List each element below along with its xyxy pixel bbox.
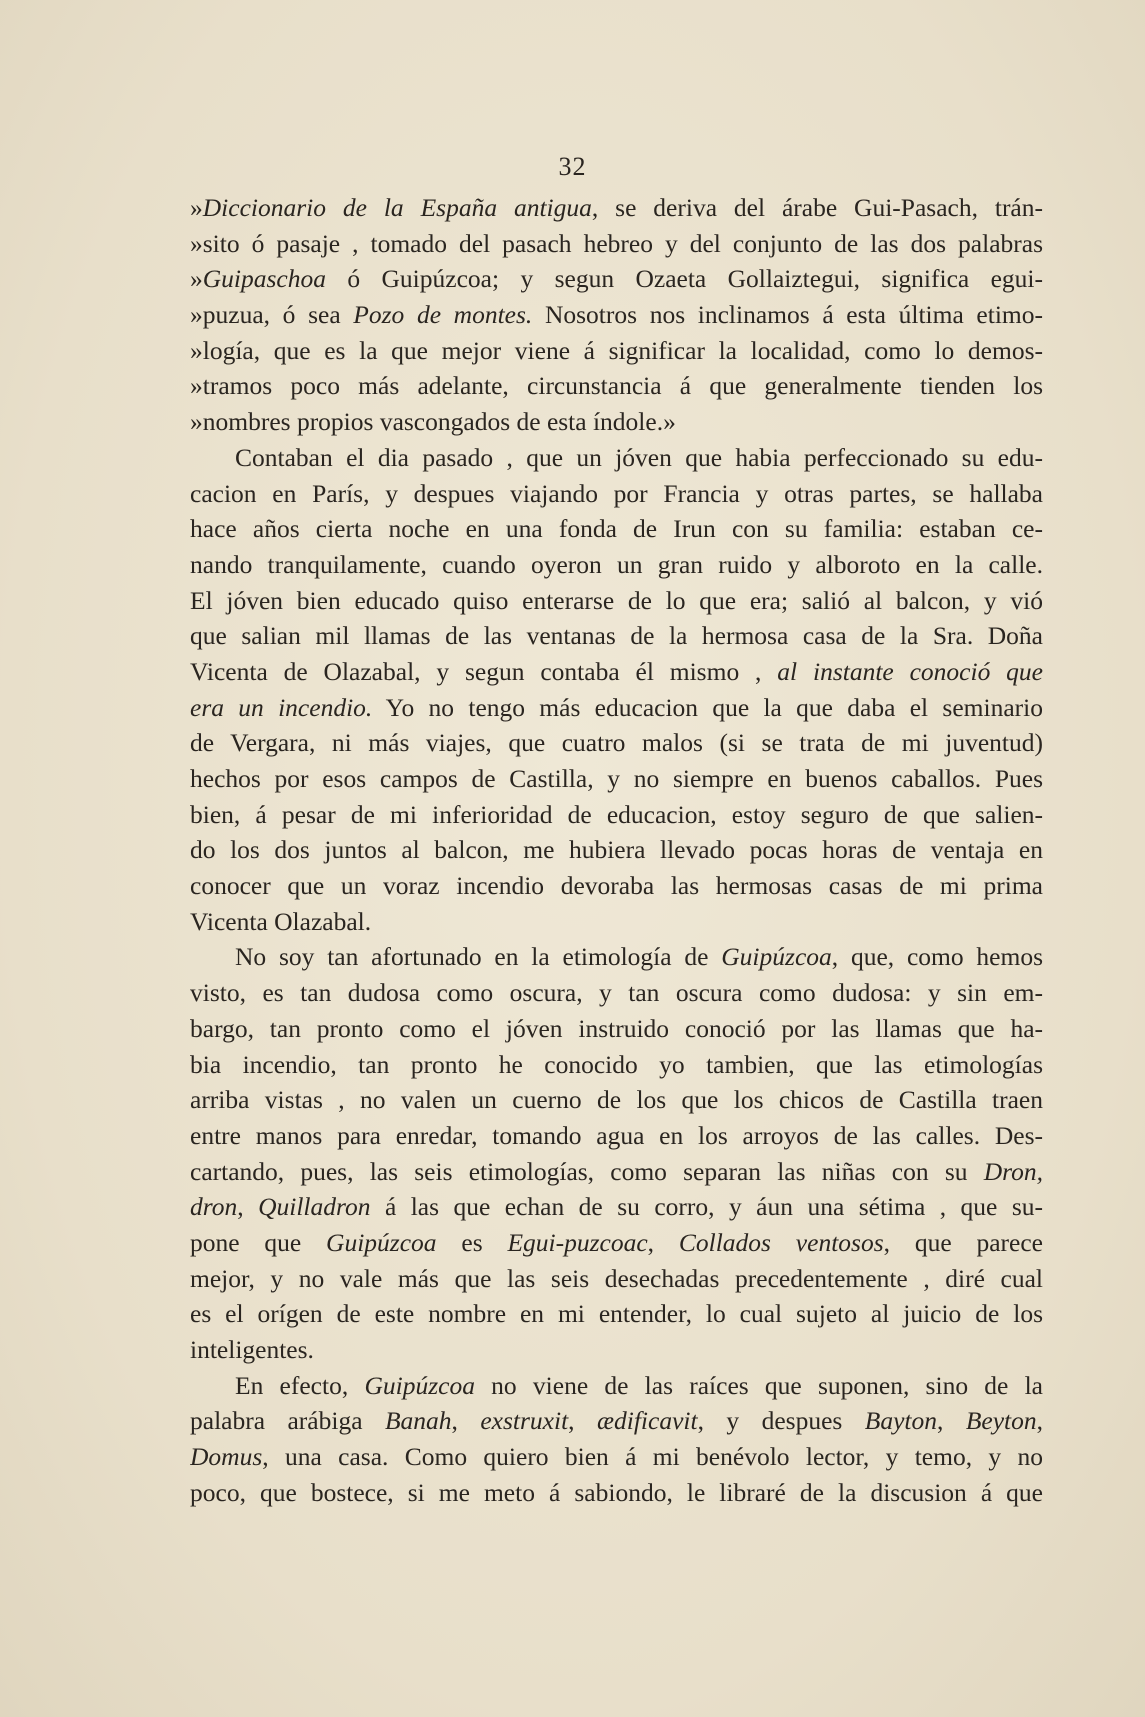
text-segment: , una casa. Como quiero bien á mi benévolo lector, y temo, y no bbox=[262, 1442, 1043, 1472]
text-segment: de Vergara, ni más viajes, que cuatro malos (si se trata de mi juventud) bbox=[190, 728, 1043, 758]
text-segment: no viene de las raíces que suponen, sino de la bbox=[474, 1370, 1043, 1400]
text-segment: que salian mil llamas de las ventanas de la hermosa casa de la Sra. Doña bbox=[190, 621, 1043, 651]
text-segment: bia incendio, tan pronto he conocido yo tambien, que las etimologías bbox=[190, 1049, 1043, 1079]
text-line bbox=[190, 975, 1043, 1011]
text-segment: »sito ó pasaje , tomado del pasach hebreo y del conjunto de las dos palabras bbox=[190, 228, 1043, 258]
text-segment: conocer que un voraz incendio devoraba las hermosas casas de mi prima bbox=[190, 871, 1043, 901]
italic-text: Guipaschoa bbox=[202, 264, 326, 294]
italic-text: era un incendio. bbox=[190, 692, 373, 722]
text-line bbox=[190, 1403, 1043, 1439]
text-line bbox=[190, 333, 1043, 369]
text-segment: »logía, que es la que mejor viene á significar la localidad, como lo demos- bbox=[190, 335, 1043, 365]
text-line bbox=[190, 297, 1043, 333]
italic-text: Egui-puzcoac bbox=[507, 1227, 648, 1257]
text-segment: visto, es tan dudosa como oscura, y tan oscura como dudosa: y sin em- bbox=[190, 978, 1043, 1008]
text-segment: No soy tan afortunado en la etimología de bbox=[235, 942, 722, 972]
text-segment: nando tranquilamente, cuando oyeron un gran ruido y alboroto en la calle. bbox=[190, 549, 1043, 579]
text-segment: Vicenta Olazabal. bbox=[190, 906, 372, 936]
italic-text: Collados ventosos bbox=[678, 1227, 884, 1257]
text-line bbox=[190, 476, 1043, 512]
text-segment: Yo no tengo más educacion que la que daba el seminario bbox=[372, 692, 1043, 722]
text-line bbox=[190, 511, 1043, 547]
text-segment: , y despues bbox=[697, 1406, 865, 1436]
text-line bbox=[190, 1154, 1043, 1190]
text-line bbox=[190, 904, 1043, 940]
text-line bbox=[190, 690, 1043, 726]
text-segment: es el orígen de este nombre en mi entender, lo cual sujeto al juicio de los bbox=[190, 1299, 1043, 1329]
page-number: 32 bbox=[558, 152, 587, 181]
text-segment: Vicenta de Olazabal, y segun contaba él mismo , bbox=[190, 656, 778, 686]
italic-text: exstruxit bbox=[480, 1406, 569, 1436]
text-segment: es bbox=[436, 1227, 508, 1257]
italic-text: ædificavit bbox=[597, 1406, 698, 1436]
text-line bbox=[190, 1082, 1043, 1118]
italic-text: Beyton bbox=[965, 1406, 1037, 1436]
text-line bbox=[190, 868, 1043, 904]
text-segment: bien, á pesar de mi inferioridad de educacion, estoy seguro de que salien- bbox=[190, 799, 1043, 829]
text-segment: , bbox=[937, 1406, 966, 1436]
text-line bbox=[190, 261, 1043, 297]
text-line bbox=[190, 1189, 1043, 1225]
text-line bbox=[190, 1332, 1043, 1368]
text-segment: bargo, tan pronto como el jóven instruido conoció por las llamas que ha- bbox=[190, 1013, 1043, 1043]
text-line bbox=[190, 1047, 1043, 1083]
text-line bbox=[190, 583, 1043, 619]
text-segment: »nombres propios vascongados de esta índole.» bbox=[190, 407, 676, 437]
text-segment: , se deriva del árabe Gui-Pasach, trán- bbox=[591, 193, 1043, 222]
text-segment: palabra arábiga bbox=[190, 1406, 385, 1436]
text-line bbox=[190, 618, 1043, 654]
italic-text: Bayton bbox=[864, 1406, 938, 1436]
text-line bbox=[190, 939, 1043, 975]
text-line bbox=[190, 761, 1043, 797]
text-segment: , bbox=[568, 1406, 597, 1436]
italic-text: Diccionario de la España antigua bbox=[202, 193, 592, 222]
text-segment: á las que echan de su corro, y áun una sétima , que su- bbox=[370, 1192, 1043, 1222]
body-text bbox=[190, 190, 1043, 1510]
text-segment: »tramos poco más adelante, circunstancia á que generalmente tienden los bbox=[190, 371, 1043, 401]
text-segment: En efecto, bbox=[235, 1370, 365, 1400]
text-segment: poco, que bostece, si me meto á sabiondo, le libraré de la discusion á que bbox=[190, 1477, 1043, 1507]
text-segment: Contaban el dia pasado , que un jóven que habia perfeccionado su edu- bbox=[235, 442, 1043, 472]
text-segment: inteligentes. bbox=[190, 1335, 314, 1364]
text-line bbox=[190, 547, 1043, 583]
text-segment: entre manos para enredar, tomando agua en los arroyos de las calles. Des- bbox=[190, 1120, 1043, 1150]
text-line bbox=[190, 654, 1043, 690]
text-segment: , bbox=[1036, 1406, 1043, 1436]
text-segment: »puzua, ó sea bbox=[190, 300, 354, 330]
text-line bbox=[190, 1475, 1043, 1511]
italic-text: Banah bbox=[384, 1406, 452, 1436]
text-line bbox=[190, 1118, 1043, 1154]
text-segment: mejor, y no vale más que las seis desechadas precedentemente , diré cual bbox=[190, 1263, 1043, 1293]
text-line bbox=[190, 1296, 1043, 1332]
italic-text: Quilladron bbox=[258, 1192, 371, 1222]
text-segment: El jóven bien educado quiso enterarse de lo que era; salió al balcon, y vió bbox=[190, 585, 1043, 615]
italic-text: Guipúzcoa bbox=[364, 1370, 475, 1400]
italic-text: Dron, bbox=[983, 1156, 1043, 1186]
text-line bbox=[190, 190, 1043, 226]
text-line bbox=[190, 368, 1043, 404]
italic-text: Domus bbox=[190, 1442, 263, 1472]
text-segment: » bbox=[190, 193, 203, 222]
text-segment: » bbox=[190, 264, 203, 294]
text-line bbox=[190, 1368, 1043, 1404]
text-segment: cartando, pues, las seis etimologías, como separan las niñas con su bbox=[190, 1156, 984, 1186]
text-line bbox=[190, 1439, 1043, 1475]
text-segment: Nosotros nos inclinamos á esta última etimo- bbox=[532, 300, 1043, 330]
text-segment: , bbox=[647, 1227, 679, 1257]
text-segment: , bbox=[451, 1406, 481, 1436]
text-line bbox=[190, 226, 1043, 262]
text-line bbox=[190, 1225, 1043, 1261]
text-segment: do los dos juntos al balcon, me hubiera llevado pocas horas de ventaja en bbox=[190, 835, 1043, 865]
text-line bbox=[190, 1261, 1043, 1297]
text-segment: hechos por esos campos de Castilla, y no siempre en buenos caballos. Pues bbox=[190, 764, 1043, 793]
text-segment: arriba vistas , no valen un cuerno de los que los chicos de Castilla traen bbox=[190, 1085, 1043, 1115]
text-line bbox=[190, 1011, 1043, 1047]
text-line bbox=[190, 404, 1043, 440]
text-line bbox=[190, 725, 1043, 761]
text-line bbox=[190, 832, 1043, 868]
italic-text: Pozo de montes. bbox=[353, 300, 533, 330]
text-segment: hace años cierta noche en una fonda de Irun con su familia: estaban ce- bbox=[190, 514, 1043, 544]
italic-text: Guipúzcoa bbox=[326, 1227, 437, 1257]
italic-text: al instante conoció que bbox=[777, 656, 1043, 686]
text-segment: ó Guipúzcoa; y segun Ozaeta Gollaiztegui, significa egui- bbox=[326, 264, 1043, 294]
text-segment: , bbox=[237, 1192, 259, 1222]
text-segment: pone que bbox=[190, 1227, 327, 1257]
text-segment: , que parece bbox=[883, 1227, 1043, 1257]
italic-text: dron bbox=[190, 1192, 238, 1222]
text-line bbox=[190, 797, 1043, 833]
text-segment: , que, como hemos bbox=[831, 942, 1043, 972]
text-segment: cacion en París, y despues viajando por Francia y otras partes, se hallaba bbox=[190, 478, 1043, 508]
italic-text: Guipúzcoa bbox=[721, 942, 832, 972]
text-line bbox=[190, 440, 1043, 476]
